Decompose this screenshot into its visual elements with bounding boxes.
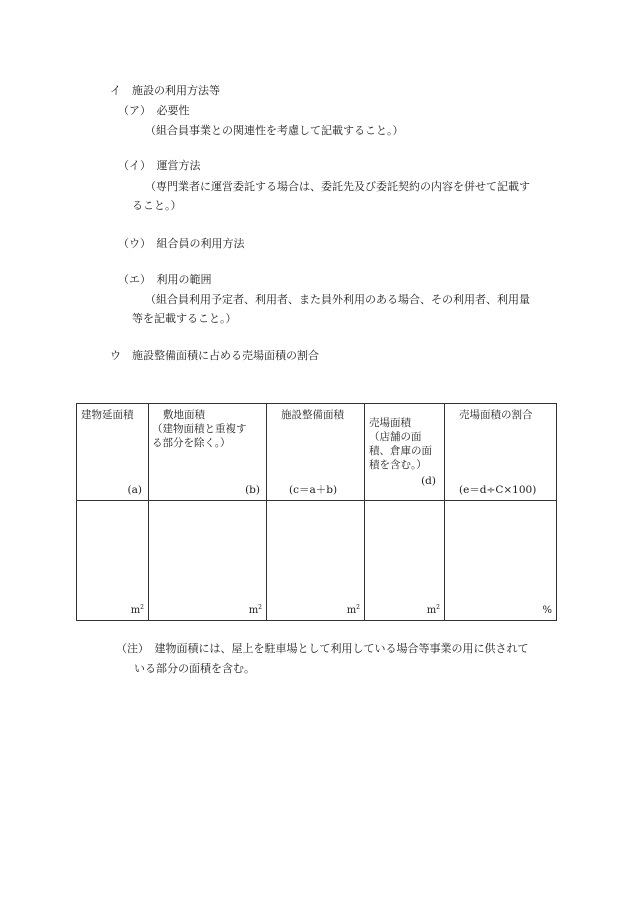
square-meter-unit: $m^2$: [130, 603, 144, 616]
sales-floor-area-header: [365, 404, 445, 501]
area-ratio-table: [76, 403, 557, 621]
total-floor-area-value-cell: [77, 501, 149, 621]
facility-area-code: (c＝a＋b): [289, 483, 338, 496]
sales-floor-area-value-cell: [365, 501, 445, 621]
sales-floor-area-title: 売場面積: [369, 417, 411, 429]
member-usage-heading: （ウ） 組合員の利用方法: [118, 237, 245, 250]
facility-area-title: 施設整備面積: [281, 409, 344, 421]
square-meter-unit: $m^2$: [346, 603, 360, 616]
site-area-sub-line-2: る部分を除く。）: [152, 437, 231, 449]
sales-area-ratio-header: [445, 404, 557, 501]
operation-heading: （イ） 運営方法: [118, 159, 201, 172]
sales-area-ratio-title: 売場面積の割合: [459, 409, 533, 421]
facility-area-value-cell: [267, 501, 365, 621]
necessity-heading: （ア） 必要性: [118, 104, 190, 117]
facility-area-header: [267, 404, 365, 501]
usage-scope-heading: （エ） 利用の範囲: [118, 273, 212, 286]
sales-floor-area-sub-line-1: （店舗の面: [369, 431, 422, 443]
site-area-code: (b): [245, 483, 260, 496]
sales-floor-area-code: (d): [421, 475, 436, 487]
total-floor-area-title: 建物延面積: [81, 409, 134, 421]
total-floor-area-code: (a): [127, 483, 142, 496]
section-u-title: ウ 施設整備面積に占める売場面積の割合: [110, 349, 319, 362]
total-floor-area-header: [77, 404, 149, 501]
percent-unit: %: [542, 604, 552, 616]
square-meter-unit: $m^2$: [426, 603, 440, 616]
site-area-sub-line-1: （建物面積と重複す: [152, 423, 247, 435]
table-header-row: [77, 404, 557, 501]
sales-floor-area-sub-line-2: 積、倉庫の面: [369, 445, 432, 457]
note-line-2: いる部分の面積を含む。: [134, 662, 255, 675]
site-area-title: 敷地面積: [163, 409, 205, 421]
table-value-row: [77, 501, 557, 621]
operation-note-line-2: ること。）: [132, 199, 182, 212]
site-area-value-cell: [149, 501, 267, 621]
note-line-1: （注） 建物面積には、屋上を駐車場として利用している場合等事業の用に供されて: [116, 642, 529, 655]
section-i-title: イ 施設の利用方法等: [110, 84, 220, 97]
usage-scope-note-line-1: （組合員利用予定者、利用者、また員外利用のある場合、その利用者、利用量: [145, 293, 530, 306]
sales-area-ratio-value-cell: [445, 501, 557, 621]
site-area-header: [149, 404, 267, 501]
sales-area-ratio-code: (e＝d÷C×100): [459, 483, 537, 496]
square-meter-unit: $m^2$: [248, 603, 262, 616]
necessity-note: （組合員事業との関連性を考慮して記載すること。）: [145, 124, 404, 137]
usage-scope-note-line-2: 等を記載すること。）: [132, 312, 237, 325]
sales-floor-area-sub-line-3: 積を含む。）: [369, 459, 427, 471]
operation-note-line-1: （専門業者に運営委託する場合は、委託先及び委託契約の内容を併せて記載す: [145, 180, 530, 193]
